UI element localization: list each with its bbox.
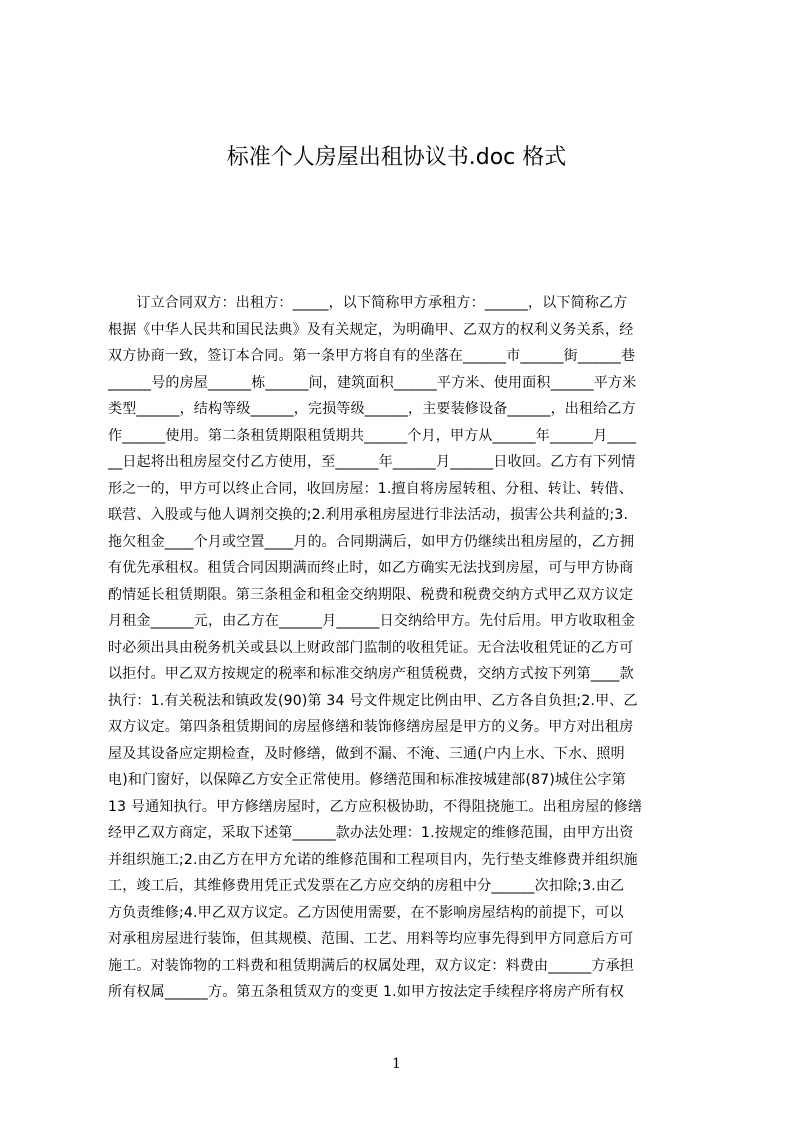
body-line: 双方议定。第四条租赁期间的房屋修缮和装饰修缮房屋是甲方的义务。甲方对出租房 <box>108 719 634 735</box>
body-line: 方负责维修;4.甲乙双方议定。乙方因使用需要，在不影响房屋结构的前提下，可以 <box>108 904 624 921</box>
body-line: 屋及其设备应定期检查，及时修缮，做到不漏、不淹、三通(户内上水、下水、照明 <box>108 745 625 762</box>
body-line: 拖欠租金____个月或空置____月的。合同期满后，如甲方仍继续出租房屋的，乙方拥 <box>108 533 635 550</box>
body-line: ______号的房屋______栋______间，建筑面积______平方米、使用面积______平方米 <box>108 374 637 391</box>
body-line: 形之一的，甲方可以终止合同，收回房屋：1.擅自将房屋转租、分租、转让、转借、 <box>108 480 633 497</box>
body-line: 时必须出具由税务机关或县以上财政部门监制的收租凭证。无合法收租凭证的乙方可 <box>108 639 634 656</box>
body-line: 联营、入股或与他人调剂交换的;2.利用承租房屋进行非法活动，损害公共利益的;3. <box>108 507 629 523</box>
body-line: 执行：1.有关税法和镇政发(90)第 34 号文件规定比例由甲、乙方各自负担;2.甲、乙 <box>108 692 638 709</box>
body-line: 月租金______元，由乙方在______月______日交纳给甲方。先付后用。甲方收取租金 <box>108 613 636 629</box>
body-line: 订立合同双方：出租方：_____，以下简称甲方承租方：______，以下简称乙方 <box>108 295 628 311</box>
body-line: 类型______，结构等级______，完损等级______，主要装修设备______，出租给乙方 <box>108 401 636 417</box>
body-line: 双方协商一致，签订本合同。第一条甲方将自有的坐落在______市______街______巷 <box>108 348 636 364</box>
body-line: 以拒付。甲乙双方按规定的税率和标准交纳房产租赁税费，交纳方式按下列第____款 <box>108 666 634 682</box>
page-number: 1 <box>392 1056 401 1072</box>
body-line: 所有权属______方。第五条租赁双方的变更 1.如甲方按法定手续程序将房产所有权 <box>108 984 625 1000</box>
body-line: 13 号通知执行。甲方修缮房屋时，乙方应积极协助，不得阻挠施工。出租房屋的修缮 <box>108 798 643 815</box>
body-line: 电)和门窗好，以保障乙方安全正常使用。修缮范围和标准按城建部(87)城住公字第 <box>108 772 626 788</box>
body-line: 并组织施工;2.由乙方在甲方允诺的维修范围和工程项目内，先行垫支维修费并组织施 <box>108 851 638 868</box>
body-line: 对承租房屋进行装饰，但其规模、范围、工艺、用料等均应事先得到甲方同意后方可 <box>108 931 634 947</box>
body-line: 经甲乙双方商定，采取下述第______款办法处理：1.按规定的维修范围，由甲方出资 <box>108 825 634 841</box>
body-line: 工，竣工后，其维修费用凭正式发票在乙方应交纳的房租中分______次扣除;3.由乙 <box>108 878 625 894</box>
body-line: 有优先承租权。租赁合同因期满而终止时，如乙方确实无法找到房屋，可与甲方协商 <box>108 560 634 576</box>
body-line: __日起将出租房屋交付乙方使用，至______年______月______日收回。乙方有下列情 <box>108 454 636 470</box>
body-line: 施工。对装饰物的工料费和租赁期满后的权属处理，双方议定：料费由______方承担 <box>108 957 634 974</box>
body-line: 根据《中华人民共和国民法典》及有关规定，为明确甲、乙双方的权利义务关系，经 <box>108 321 634 338</box>
document-body <box>108 290 698 1006</box>
document-title: 标准个人房屋出租协议书.doc 格式 <box>226 145 567 170</box>
body-line: 作______使用。第二条租赁期限租赁期共______个月，甲方从______年______月____ <box>108 427 637 444</box>
body-line: 酌情延长租赁期限。第三条租金和租金交纳期限、税费和税费交纳方式甲乙双方议定 <box>108 586 634 603</box>
